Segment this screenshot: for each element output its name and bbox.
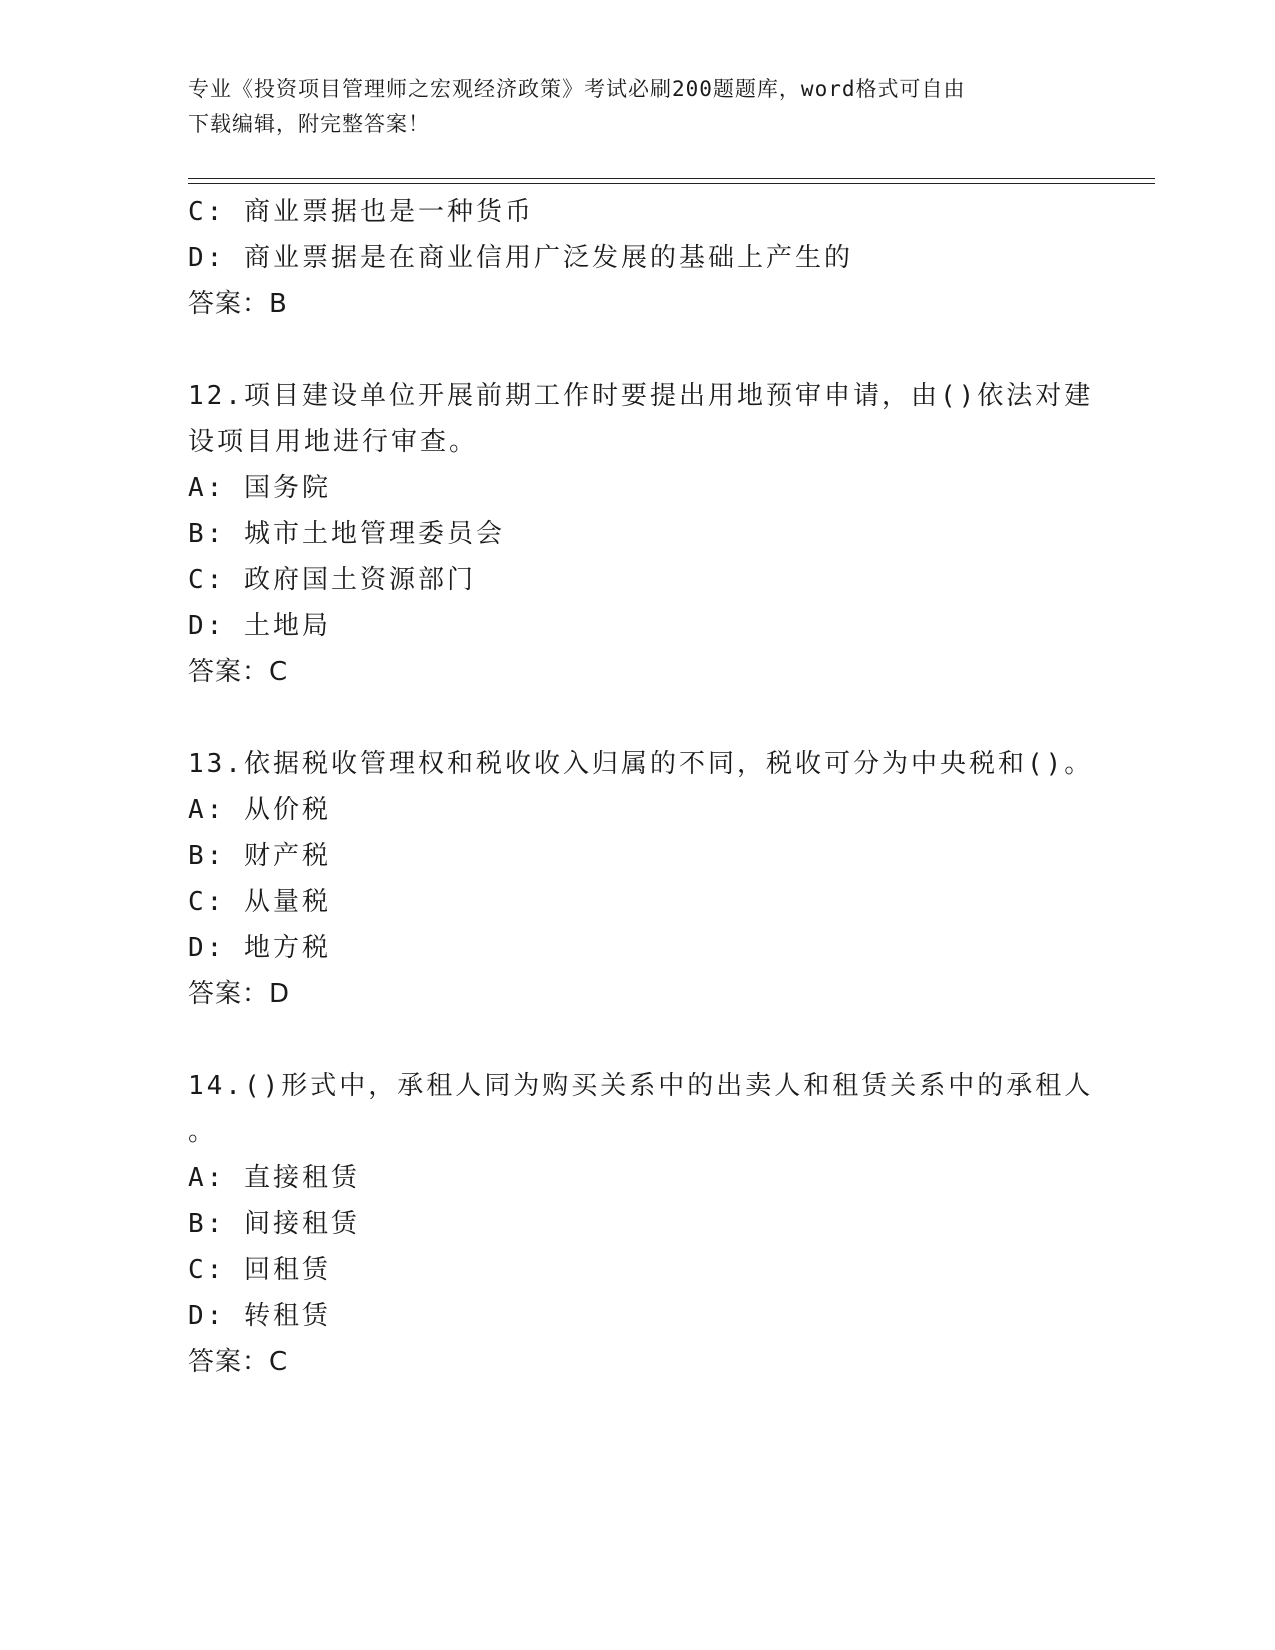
question-12 (188, 373, 1094, 695)
option-b: B: 城市土地管理委员会 (188, 519, 505, 549)
question-14 (188, 1063, 1094, 1385)
option-b: B: 间接租赁 (188, 1209, 360, 1239)
question-list (188, 189, 1094, 1385)
option-d: D: 土地局 (188, 611, 331, 641)
question-stem-line-1: 12.项目建设单位开展前期工作时要提出用地预审申请，由()依法对建 (188, 381, 1094, 411)
spacer (188, 327, 1088, 373)
answer: 答案：D (188, 979, 291, 1009)
option-a: A: 国务院 (188, 473, 331, 503)
option-d: D: 转租赁 (188, 1301, 331, 1331)
header-line-1: 专业《投资项目管理师之宏观经济政策》考试必刷200题题库，word格式可自由 (188, 77, 966, 101)
answer: 答案：B (188, 289, 288, 319)
question-stem-line-2: 。 (188, 1117, 218, 1147)
option-b: B: 财产税 (188, 841, 331, 871)
question-stem-line-1: 13.依据税收管理权和税收收入归属的不同，税收可分为中央税和()。 (188, 749, 1094, 779)
spacer (188, 1017, 1088, 1063)
header-line-2: 下载编辑，附完整答案！ (188, 112, 430, 136)
option-a: A: 从价税 (188, 795, 331, 825)
option-d: D: 地方税 (188, 933, 331, 963)
question-stem-line-2: 设项目用地进行审查。 (188, 427, 479, 457)
answer: 答案：C (188, 657, 289, 687)
spacer (188, 695, 1088, 741)
option-c: C: 回租赁 (188, 1255, 331, 1285)
option-c: C: 政府国土资源部门 (188, 565, 476, 595)
option-c: C: 商业票据也是一种货币 (188, 197, 534, 227)
option-d: D: 商业票据是在商业信用广泛发展的基础上产生的 (188, 243, 853, 273)
question-11-continued (188, 189, 1088, 327)
question-stem-line-1: 14.()形式中，承租人同为购买关系中的出卖人和租赁关系中的承租人 (188, 1071, 1094, 1101)
header-divider-bottom (188, 183, 1155, 184)
answer: 答案：C (188, 1347, 289, 1377)
document-header (188, 72, 1088, 142)
header-divider-top (188, 178, 1155, 179)
question-13 (188, 741, 1094, 1017)
option-a: A: 直接租赁 (188, 1163, 360, 1193)
option-c: C: 从量税 (188, 887, 331, 917)
